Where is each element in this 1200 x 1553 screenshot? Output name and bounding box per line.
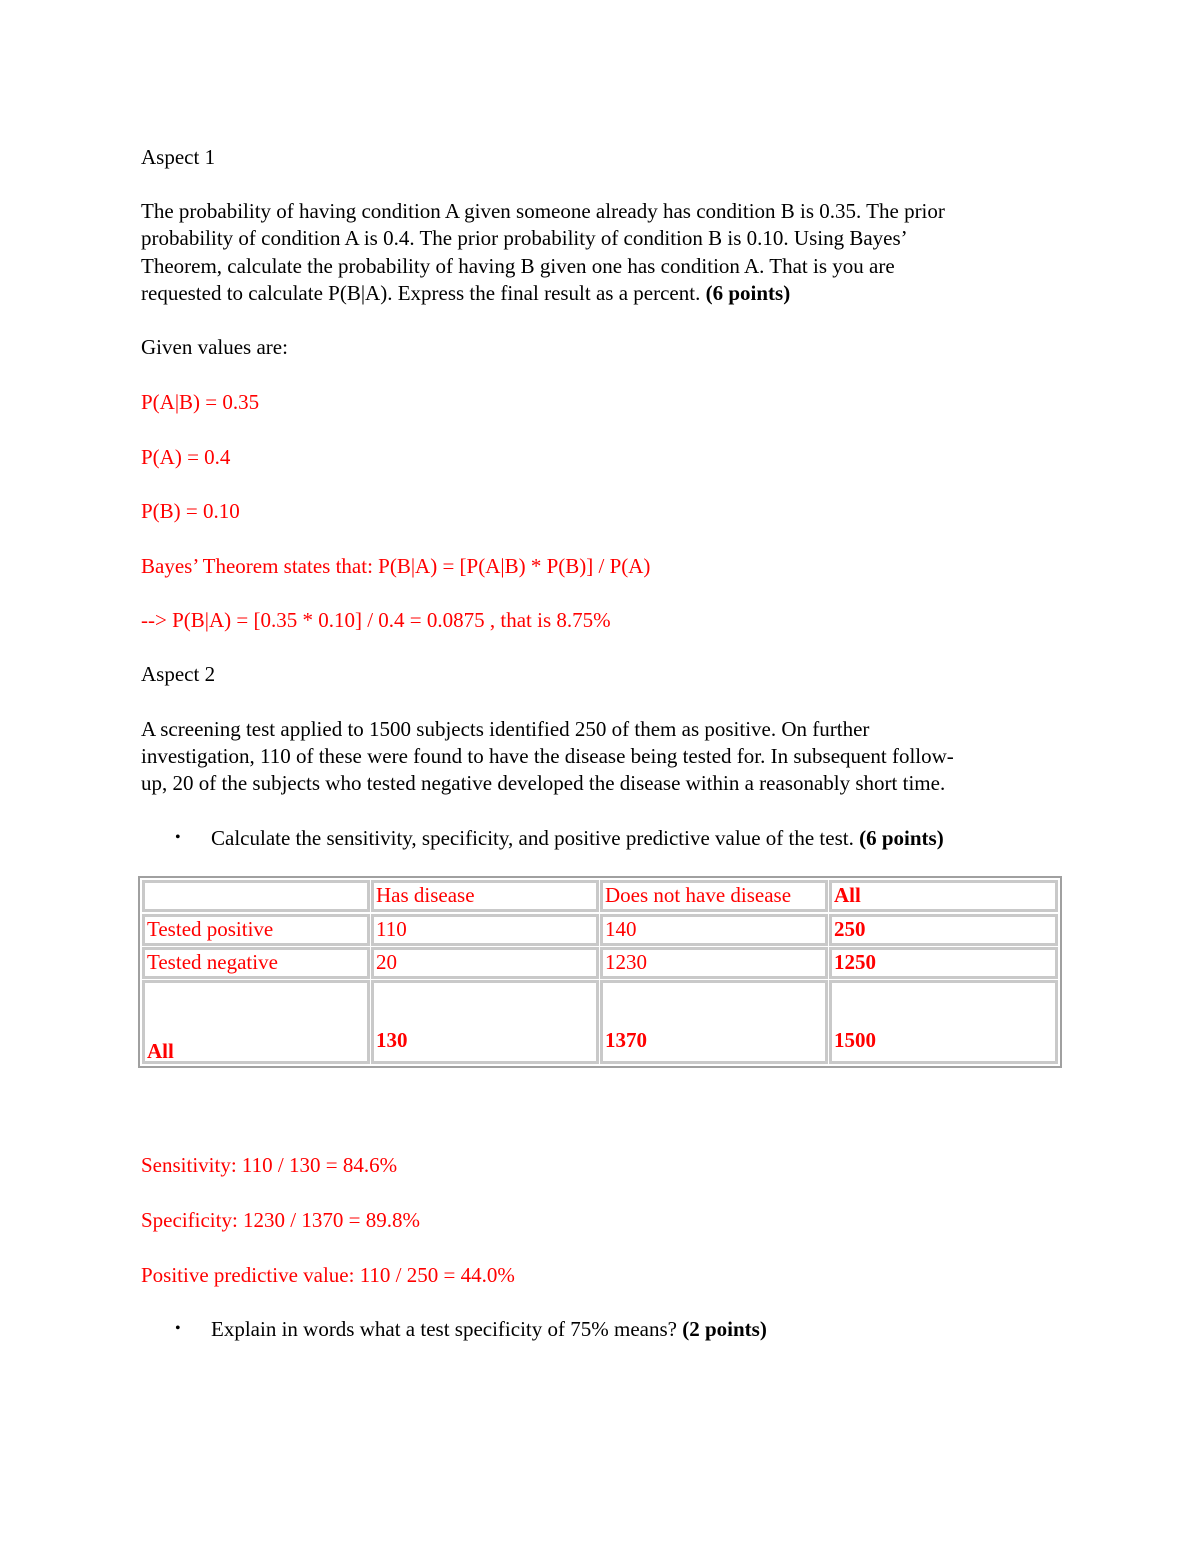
table-row-label-tested-negative: Tested negative <box>142 947 370 979</box>
bullet-item-2-text <box>211 1315 767 1343</box>
specificity-result: Specificity: 1230 / 1370 = 89.8% <box>141 1208 420 1232</box>
table-cell-total: 250 <box>829 914 1058 946</box>
table-row-label-all: All <box>142 980 370 1064</box>
given-pab: P(A|B) = 0.35 <box>141 390 260 414</box>
table-cell-total: 1370 <box>600 980 828 1064</box>
bullet-item-1-text <box>211 824 944 852</box>
aspect1-question-line-2: probability of condition A is 0.4. The prior probability of condition B is 0.10. Using Bayes’ <box>141 226 908 250</box>
given-pa: P(A) = 0.4 <box>141 445 231 469</box>
table-cell-total: 130 <box>371 980 599 1064</box>
bullet-glyph: • <box>175 829 181 846</box>
aspect1-points: (6 points) <box>705 281 791 305</box>
table-cell: 20 <box>371 947 599 979</box>
aspect1-question-line-1: The probability of having condition A given someone already has condition B is 0.35. The prior <box>141 199 945 223</box>
bullet-2-points: (2 points) <box>682 1317 767 1341</box>
bullet-glyph: • <box>175 1320 181 1337</box>
aspect1-question-line-4-text: requested to calculate P(B|A). Express the final result as a percent. <box>141 281 706 305</box>
aspect2-question-line-2: investigation, 110 of these were found to have the disease being tested for. In subsequent follow- <box>141 744 954 768</box>
ppv-result: Positive predictive value: 110 / 250 = 44.0% <box>141 1263 515 1287</box>
bullet-1-points: (6 points) <box>859 826 944 850</box>
table-header-empty <box>142 880 370 912</box>
bayes-result: --> P(B|A) = [0.35 * 0.10] / 0.4 = 0.0875 , that is 8.75% <box>141 608 611 632</box>
contingency-table <box>138 876 1062 1068</box>
table-cell: 140 <box>600 914 828 946</box>
aspect2-question-line-1: A screening test applied to 1500 subjects identified 250 of them as positive. On further <box>141 717 870 741</box>
sensitivity-result: Sensitivity: 110 / 130 = 84.6% <box>141 1153 398 1177</box>
bayes-theorem-statement: Bayes’ Theorem states that: P(B|A) = [P(A|B) * P(B)] / P(A) <box>141 554 651 578</box>
table-cell-total: 1250 <box>829 947 1058 979</box>
bullet-2-label: Explain in words what a test specificity of 75% means? <box>211 1317 683 1341</box>
aspect1-question-line-4 <box>141 279 790 307</box>
bullet-item-1 <box>141 824 1061 852</box>
table-row-label-tested-positive: Tested positive <box>142 914 370 946</box>
given-values-label: Given values are: <box>141 335 288 359</box>
table-header-has-disease: Has disease <box>371 880 599 912</box>
aspect2-heading: Aspect 2 <box>141 662 216 686</box>
table-header-no-disease: Does not have disease <box>600 880 828 912</box>
given-pb: P(B) = 0.10 <box>141 499 240 523</box>
bullet-1-label: Calculate the sensitivity, specificity, and positive predictive value of the test. <box>211 826 860 850</box>
table-header-all: All <box>829 880 1058 912</box>
aspect1-heading: Aspect 1 <box>141 145 216 169</box>
table-cell-grand-total: 1500 <box>829 980 1058 1064</box>
table-cell: 110 <box>371 914 599 946</box>
table-cell: 1230 <box>600 947 828 979</box>
aspect1-question-line-3: Theorem, calculate the probability of having B given one has condition A. That is you are <box>141 254 895 278</box>
aspect2-question-line-3: up, 20 of the subjects who tested negative developed the disease within a reasonably short time. <box>141 771 946 795</box>
bullet-item-2 <box>141 1315 1061 1343</box>
